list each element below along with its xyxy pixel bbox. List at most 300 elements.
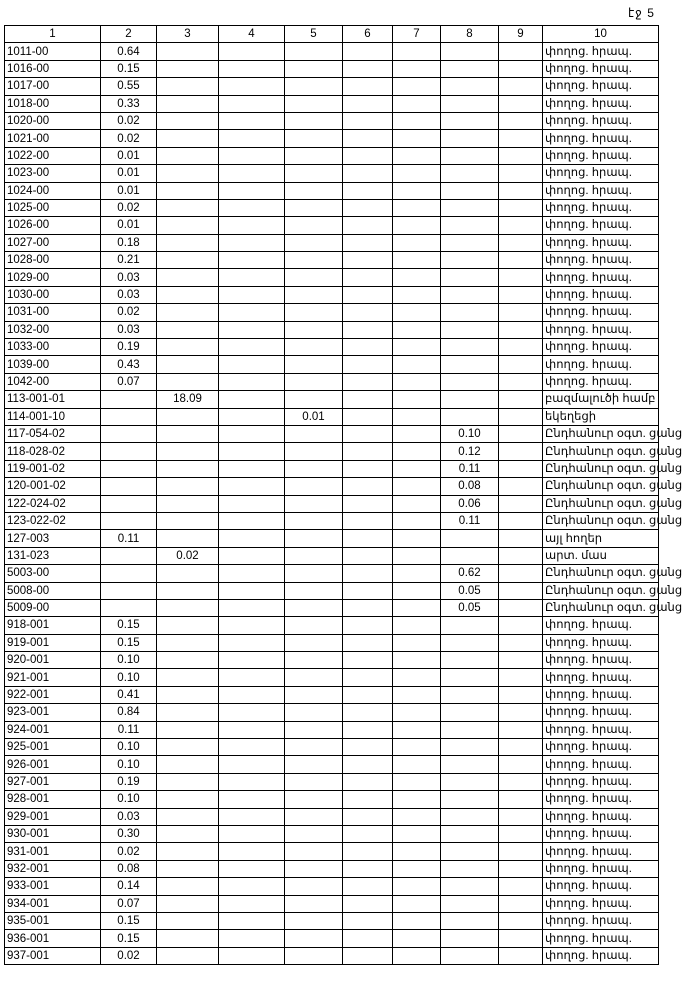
table-row (5, 252, 659, 269)
land-use-cell: փողոց. հրապ. (543, 43, 659, 60)
area-cell-col-3 (157, 43, 219, 60)
area-cell-col-9 (499, 530, 543, 547)
area-cell-col-4 (219, 234, 285, 251)
area-cell-col-7 (393, 147, 441, 164)
area-cell-col-3 (157, 930, 219, 947)
area-cell-col-2: 0.15 (101, 60, 157, 77)
area-cell-col-8 (441, 686, 499, 703)
area-cell-col-9 (499, 495, 543, 512)
area-cell-col-7 (393, 304, 441, 321)
area-cell-col-8 (441, 930, 499, 947)
area-cell-col-6 (343, 773, 393, 790)
area-cell-col-5 (285, 808, 343, 825)
land-use-cell: Ընդհանուր օգտ. ցանց (543, 582, 659, 599)
land-use-cell: փողոց. հրապ. (543, 808, 659, 825)
area-cell-col-7 (393, 843, 441, 860)
area-cell-col-8 (441, 130, 499, 147)
land-use-cell: Ընդհանուր օգտ. ցանց (543, 512, 659, 529)
area-cell-col-2: 0.02 (101, 130, 157, 147)
area-cell-col-7 (393, 356, 441, 373)
area-cell-col-2 (101, 495, 157, 512)
area-cell-col-2: 0.02 (101, 112, 157, 129)
area-cell-col-8 (441, 947, 499, 964)
area-cell-col-6 (343, 269, 393, 286)
table-row (5, 199, 659, 216)
area-cell-col-6 (343, 339, 393, 356)
table-row (5, 739, 659, 756)
area-cell-col-6 (343, 321, 393, 338)
area-cell-col-7 (393, 547, 441, 564)
area-cell-col-6 (343, 582, 393, 599)
area-cell-col-9 (499, 791, 543, 808)
area-cell-col-2 (101, 599, 157, 616)
area-cell-col-5 (285, 78, 343, 95)
area-cell-col-8 (441, 182, 499, 199)
area-cell-col-9 (499, 947, 543, 964)
parcel-code-cell: 117-054-02 (5, 425, 101, 442)
area-cell-col-9 (499, 165, 543, 182)
table-row (5, 460, 659, 477)
area-cell-col-2 (101, 512, 157, 529)
land-use-cell: փողոց. հրապ. (543, 321, 659, 338)
area-cell-col-5: 0.01 (285, 408, 343, 425)
parcel-code-cell: 113-001-01 (5, 391, 101, 408)
land-use-cell: փողոց. հրապ. (543, 217, 659, 234)
area-cell-col-8 (441, 739, 499, 756)
area-cell-col-5 (285, 321, 343, 338)
area-cell-col-2: 0.84 (101, 704, 157, 721)
area-cell-col-6 (343, 373, 393, 390)
area-cell-col-8 (441, 269, 499, 286)
area-cell-col-7 (393, 391, 441, 408)
table-row (5, 547, 659, 564)
area-cell-col-6 (343, 912, 393, 929)
area-cell-col-5 (285, 460, 343, 477)
area-cell-col-7 (393, 165, 441, 182)
parcel-code-cell: 918-001 (5, 617, 101, 634)
table-row (5, 669, 659, 686)
area-cell-col-8 (441, 217, 499, 234)
area-cell-col-4 (219, 808, 285, 825)
area-cell-col-3 (157, 130, 219, 147)
area-cell-col-8 (441, 408, 499, 425)
area-cell-col-9 (499, 756, 543, 773)
land-use-cell: փողոց. հրապ. (543, 704, 659, 721)
area-cell-col-7 (393, 878, 441, 895)
area-cell-col-4 (219, 565, 285, 582)
area-cell-col-9 (499, 182, 543, 199)
area-cell-col-8: 0.08 (441, 478, 499, 495)
area-cell-col-4 (219, 339, 285, 356)
area-cell-col-2: 0.11 (101, 721, 157, 738)
area-cell-col-9 (499, 460, 543, 477)
parcel-code-cell: 928-001 (5, 791, 101, 808)
area-cell-col-4 (219, 686, 285, 703)
area-cell-col-5 (285, 582, 343, 599)
area-cell-col-4 (219, 391, 285, 408)
area-cell-col-4 (219, 443, 285, 460)
area-cell-col-3 (157, 582, 219, 599)
table-row (5, 130, 659, 147)
area-cell-col-6 (343, 130, 393, 147)
area-cell-col-5 (285, 652, 343, 669)
table-row (5, 878, 659, 895)
area-cell-col-3 (157, 599, 219, 616)
table-row (5, 165, 659, 182)
land-use-cell: փողոց. հրապ. (543, 339, 659, 356)
area-cell-col-8 (441, 356, 499, 373)
area-cell-col-7 (393, 825, 441, 842)
parcel-code-cell: 1018-00 (5, 95, 101, 112)
column-header-2: 2 (101, 26, 157, 43)
area-cell-col-3 (157, 339, 219, 356)
area-cell-col-2: 0.14 (101, 878, 157, 895)
area-cell-col-8 (441, 878, 499, 895)
area-cell-col-2: 0.02 (101, 199, 157, 216)
area-cell-col-4 (219, 478, 285, 495)
area-cell-col-3 (157, 721, 219, 738)
parcel-code-cell: 919-001 (5, 634, 101, 651)
table-row (5, 912, 659, 929)
area-cell-col-7 (393, 43, 441, 60)
area-cell-col-8: 0.05 (441, 582, 499, 599)
area-cell-col-5 (285, 912, 343, 929)
parcel-code-cell: 114-001-10 (5, 408, 101, 425)
table-row (5, 269, 659, 286)
parcel-code-cell: 936-001 (5, 930, 101, 947)
area-cell-col-5 (285, 930, 343, 947)
parcel-code-cell: 1021-00 (5, 130, 101, 147)
table-row (5, 373, 659, 390)
area-cell-col-3 (157, 912, 219, 929)
area-cell-col-2: 0.41 (101, 686, 157, 703)
area-cell-col-6 (343, 547, 393, 564)
table-row (5, 843, 659, 860)
area-cell-col-4 (219, 791, 285, 808)
land-use-cell: փողոց. հրապ. (543, 895, 659, 912)
parcel-code-cell: 1029-00 (5, 269, 101, 286)
area-cell-col-6 (343, 739, 393, 756)
area-cell-col-6 (343, 356, 393, 373)
area-cell-col-3 (157, 878, 219, 895)
area-cell-col-5 (285, 878, 343, 895)
area-cell-col-5 (285, 269, 343, 286)
table-row (5, 95, 659, 112)
area-cell-col-2: 0.15 (101, 912, 157, 929)
area-cell-col-9 (499, 512, 543, 529)
table-row (5, 478, 659, 495)
area-cell-col-8: 0.11 (441, 460, 499, 477)
area-cell-col-3 (157, 60, 219, 77)
area-cell-col-3: 0.02 (157, 547, 219, 564)
area-cell-col-7 (393, 182, 441, 199)
table-row (5, 860, 659, 877)
area-cell-col-7 (393, 252, 441, 269)
area-cell-col-9 (499, 408, 543, 425)
area-cell-col-7 (393, 425, 441, 442)
area-cell-col-9 (499, 112, 543, 129)
area-cell-col-3 (157, 234, 219, 251)
area-cell-col-9 (499, 443, 543, 460)
area-cell-col-9 (499, 860, 543, 877)
area-cell-col-6 (343, 669, 393, 686)
table-row (5, 408, 659, 425)
land-use-cell: փողոց. հրապ. (543, 234, 659, 251)
area-cell-col-7 (393, 669, 441, 686)
area-cell-col-5 (285, 443, 343, 460)
area-cell-col-2: 0.01 (101, 147, 157, 164)
parcel-code-cell: 127-003 (5, 530, 101, 547)
area-cell-col-6 (343, 165, 393, 182)
area-cell-col-7 (393, 78, 441, 95)
area-cell-col-2: 0.10 (101, 652, 157, 669)
area-cell-col-9 (499, 356, 543, 373)
area-cell-col-4 (219, 704, 285, 721)
area-cell-col-5 (285, 130, 343, 147)
column-header-5: 5 (285, 26, 343, 43)
land-use-cell: փողոց. հրապ. (543, 860, 659, 877)
area-cell-col-4 (219, 495, 285, 512)
land-use-cell: արտ. մաս (543, 547, 659, 564)
area-cell-col-9 (499, 565, 543, 582)
area-cell-col-9 (499, 895, 543, 912)
area-cell-col-5 (285, 391, 343, 408)
area-cell-col-9 (499, 60, 543, 77)
area-cell-col-5 (285, 512, 343, 529)
table-body (5, 43, 682, 965)
area-cell-col-8 (441, 617, 499, 634)
table-row (5, 686, 659, 703)
column-header-3: 3 (157, 26, 219, 43)
area-cell-col-4 (219, 582, 285, 599)
land-use-cell: այլ հողեր (543, 530, 659, 547)
area-cell-col-7 (393, 530, 441, 547)
area-cell-col-3 (157, 634, 219, 651)
area-cell-col-8 (441, 669, 499, 686)
area-cell-col-2: 0.15 (101, 634, 157, 651)
parcel-code-cell: 924-001 (5, 721, 101, 738)
area-cell-col-3 (157, 165, 219, 182)
area-cell-col-2: 0.64 (101, 43, 157, 60)
area-cell-col-9 (499, 130, 543, 147)
area-cell-col-8 (441, 808, 499, 825)
area-cell-col-3 (157, 356, 219, 373)
parcel-code-cell: 1042-00 (5, 373, 101, 390)
area-cell-col-6 (343, 704, 393, 721)
table-row (5, 808, 659, 825)
area-cell-col-5 (285, 860, 343, 877)
area-cell-col-2: 0.10 (101, 739, 157, 756)
land-use-cell: փողոց. հրապ. (543, 739, 659, 756)
area-cell-col-9 (499, 269, 543, 286)
area-cell-col-4 (219, 408, 285, 425)
area-cell-col-5 (285, 599, 343, 616)
area-cell-col-7 (393, 791, 441, 808)
area-cell-col-5 (285, 791, 343, 808)
land-use-cell: փողոց. հրապ. (543, 930, 659, 947)
area-cell-col-2: 0.03 (101, 286, 157, 303)
land-use-cell: փողոց. հրապ. (543, 634, 659, 651)
table-row (5, 234, 659, 251)
area-cell-col-8 (441, 912, 499, 929)
area-cell-col-8 (441, 895, 499, 912)
area-cell-col-4 (219, 878, 285, 895)
area-cell-col-7 (393, 60, 441, 77)
area-cell-col-5 (285, 825, 343, 842)
area-cell-col-6 (343, 599, 393, 616)
land-parcel-table (4, 25, 682, 965)
area-cell-col-2: 0.02 (101, 947, 157, 964)
area-cell-col-2 (101, 582, 157, 599)
area-cell-col-3 (157, 825, 219, 842)
column-header-4: 4 (219, 26, 285, 43)
area-cell-col-7 (393, 217, 441, 234)
area-cell-col-5 (285, 634, 343, 651)
table-row (5, 321, 659, 338)
area-cell-col-5 (285, 756, 343, 773)
land-use-cell: փողոց. հրապ. (543, 78, 659, 95)
parcel-code-cell: 119-001-02 (5, 460, 101, 477)
area-cell-col-6 (343, 182, 393, 199)
area-cell-col-7 (393, 199, 441, 216)
parcel-code-cell: 5003-00 (5, 565, 101, 582)
area-cell-col-3: 18.09 (157, 391, 219, 408)
parcel-code-cell: 1017-00 (5, 78, 101, 95)
parcel-code-cell: 118-028-02 (5, 443, 101, 460)
area-cell-col-3 (157, 112, 219, 129)
area-cell-col-5 (285, 165, 343, 182)
area-cell-col-7 (393, 599, 441, 616)
area-cell-col-3 (157, 860, 219, 877)
area-cell-col-7 (393, 930, 441, 947)
area-cell-col-8 (441, 147, 499, 164)
area-cell-col-6 (343, 252, 393, 269)
table-row (5, 704, 659, 721)
area-cell-col-4 (219, 721, 285, 738)
area-cell-col-5 (285, 947, 343, 964)
area-cell-col-9 (499, 304, 543, 321)
table-row (5, 112, 659, 129)
area-cell-col-2: 0.10 (101, 791, 157, 808)
area-cell-col-6 (343, 791, 393, 808)
area-cell-col-6 (343, 530, 393, 547)
area-cell-col-4 (219, 773, 285, 790)
area-cell-col-3 (157, 739, 219, 756)
area-cell-col-4 (219, 739, 285, 756)
area-cell-col-2 (101, 391, 157, 408)
area-cell-col-8 (441, 825, 499, 842)
area-cell-col-7 (393, 286, 441, 303)
table-row (5, 599, 659, 616)
area-cell-col-5 (285, 495, 343, 512)
area-cell-col-4 (219, 634, 285, 651)
area-cell-col-9 (499, 199, 543, 216)
area-cell-col-9 (499, 721, 543, 738)
area-cell-col-2: 0.15 (101, 617, 157, 634)
area-cell-col-4 (219, 130, 285, 147)
area-cell-col-4 (219, 512, 285, 529)
parcel-code-cell: 1011-00 (5, 43, 101, 60)
area-cell-col-7 (393, 912, 441, 929)
table-row (5, 304, 659, 321)
area-cell-col-6 (343, 217, 393, 234)
area-cell-col-9 (499, 912, 543, 929)
area-cell-col-7 (393, 495, 441, 512)
area-cell-col-5 (285, 686, 343, 703)
area-cell-col-9 (499, 599, 543, 616)
area-cell-col-3 (157, 495, 219, 512)
area-cell-col-6 (343, 652, 393, 669)
area-cell-col-5 (285, 304, 343, 321)
area-cell-col-4 (219, 912, 285, 929)
parcel-code-cell: 1030-00 (5, 286, 101, 303)
parcel-code-cell: 1020-00 (5, 112, 101, 129)
area-cell-col-5 (285, 721, 343, 738)
land-use-cell: փողոց. հրապ. (543, 756, 659, 773)
table-row (5, 895, 659, 912)
area-cell-col-7 (393, 721, 441, 738)
area-cell-col-4 (219, 199, 285, 216)
area-cell-col-8 (441, 60, 499, 77)
area-cell-col-8 (441, 721, 499, 738)
table-row (5, 634, 659, 651)
area-cell-col-5 (285, 565, 343, 582)
parcel-code-cell: 1025-00 (5, 199, 101, 216)
area-cell-col-9 (499, 739, 543, 756)
area-cell-col-6 (343, 512, 393, 529)
area-cell-col-3 (157, 843, 219, 860)
table-row (5, 147, 659, 164)
parcel-code-cell: 122-024-02 (5, 495, 101, 512)
area-cell-col-5 (285, 547, 343, 564)
area-cell-col-8: 0.05 (441, 599, 499, 616)
area-cell-col-2 (101, 443, 157, 460)
area-cell-col-7 (393, 478, 441, 495)
area-cell-col-7 (393, 339, 441, 356)
area-cell-col-9 (499, 547, 543, 564)
land-use-cell: Ընդհանուր օգտ. ցանց (543, 599, 659, 616)
area-cell-col-6 (343, 478, 393, 495)
area-cell-col-5 (285, 95, 343, 112)
table-row (5, 43, 659, 60)
area-cell-col-4 (219, 860, 285, 877)
area-cell-col-8 (441, 304, 499, 321)
land-use-cell: փողոց. հրապ. (543, 686, 659, 703)
area-cell-col-8: 0.12 (441, 443, 499, 460)
area-cell-col-6 (343, 391, 393, 408)
area-cell-col-2: 0.18 (101, 234, 157, 251)
area-cell-col-3 (157, 304, 219, 321)
area-cell-col-2 (101, 425, 157, 442)
area-cell-col-5 (285, 704, 343, 721)
parcel-code-cell: 1024-00 (5, 182, 101, 199)
area-cell-col-3 (157, 252, 219, 269)
area-cell-col-8 (441, 234, 499, 251)
table-row (5, 78, 659, 95)
area-cell-col-4 (219, 147, 285, 164)
area-cell-col-4 (219, 269, 285, 286)
table-row (5, 356, 659, 373)
area-cell-col-9 (499, 43, 543, 60)
table-row (5, 721, 659, 738)
table-row (5, 582, 659, 599)
area-cell-col-2: 0.11 (101, 530, 157, 547)
area-cell-col-4 (219, 356, 285, 373)
area-cell-col-3 (157, 565, 219, 582)
area-cell-col-7 (393, 565, 441, 582)
table-row (5, 425, 659, 442)
land-use-cell: փողոց. հրապ. (543, 165, 659, 182)
